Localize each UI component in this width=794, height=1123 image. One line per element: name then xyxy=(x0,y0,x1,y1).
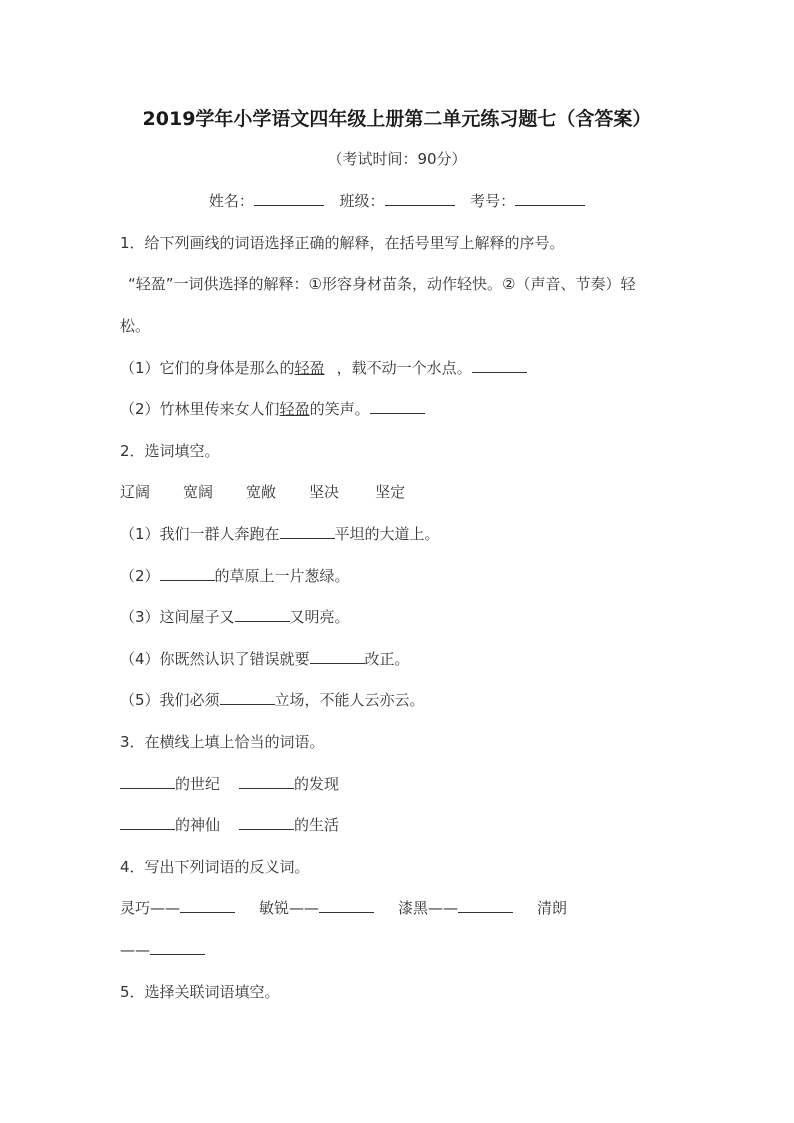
q4-blank-1[interactable] xyxy=(180,898,235,913)
document-title: 2019学年小学语文四年级上册第二单元练习题七（含答案） xyxy=(142,108,652,130)
q2-item4-suffix: 改正。 xyxy=(364,650,410,668)
q2-item5-prefix: （5）我们必须 xyxy=(120,691,220,709)
q1-item2-prefix: （2）竹林里传来女人们 xyxy=(120,400,280,418)
q2-heading: 2．选词填空。 xyxy=(120,442,220,460)
q2-item3-prefix: （3）这间屋子又 xyxy=(120,608,235,626)
name-label: 姓名： xyxy=(208,192,254,210)
q3-heading: 3．在横线上填上恰当的词语。 xyxy=(120,733,325,751)
q1-item2-blank[interactable] xyxy=(370,399,425,414)
number-blank[interactable] xyxy=(515,191,585,206)
q2-item5-blank[interactable] xyxy=(220,690,275,705)
q2-item-4 xyxy=(120,648,680,670)
q4-blank-2[interactable] xyxy=(319,898,374,913)
q4-blank-3[interactable] xyxy=(458,898,513,913)
student-info-row xyxy=(0,190,794,212)
q4-word-2: 敏锐—— xyxy=(259,899,320,917)
q2-word-bank xyxy=(120,481,680,503)
word-bank-item: 坚定 xyxy=(375,483,406,501)
q2-item2-suffix: 的草原上一片葱绿。 xyxy=(214,567,350,585)
q1-item2-suffix: 的笑声。 xyxy=(309,400,370,418)
number-label: 考号： xyxy=(470,192,516,210)
word-bank-item: 宽敞 xyxy=(246,483,277,501)
q3-blank-a[interactable] xyxy=(120,774,175,789)
exam-time: （考试时间：90分） xyxy=(327,150,467,168)
q3-phrase-b: 的发现 xyxy=(294,775,340,793)
word-bank-item: 坚决 xyxy=(309,483,340,501)
word-bank-item: 宽阔 xyxy=(183,483,214,501)
q3-blank-d[interactable] xyxy=(239,815,294,830)
class-blank[interactable] xyxy=(385,191,455,206)
q4-blank-4[interactable] xyxy=(150,940,205,955)
q4-row xyxy=(120,897,680,919)
q1-item1-suffix: ，载不动一个水点。 xyxy=(336,359,472,377)
q2-item-3 xyxy=(120,606,680,628)
q1-item-2 xyxy=(120,398,680,420)
q1-item1-prefix: （1）它们的身体是那么的 xyxy=(120,359,295,377)
q4-word-3: 漆黑—— xyxy=(398,899,459,917)
q4-word-4: 清朗 xyxy=(537,899,568,917)
q3-row-2 xyxy=(120,814,680,836)
q2-item4-prefix: （4）你既然认识了错误就要 xyxy=(120,650,310,668)
q2-item1-prefix: （1）我们一群人奔跑在 xyxy=(120,525,280,543)
q3-blank-c[interactable] xyxy=(120,815,175,830)
q1-intro-line2: 松。 xyxy=(120,317,151,335)
q1-item2-word: 轻盈 xyxy=(279,400,310,418)
q2-item3-suffix: 又明亮。 xyxy=(289,608,350,626)
q1-intro-line1: “轻盈”一词供选择的解释：①形容身材苗条，动作轻快。②（声音、节奏）轻 xyxy=(128,275,636,293)
q3-row-1 xyxy=(120,773,680,795)
q3-phrase-d: 的生活 xyxy=(294,816,340,834)
q1-item-1 xyxy=(120,357,680,379)
q5-heading: 5．选择关联词语填空。 xyxy=(120,983,280,1001)
q2-item3-blank[interactable] xyxy=(235,607,290,622)
q2-item5-suffix: 立场，不能人云亦云。 xyxy=(274,691,425,709)
q2-item-1 xyxy=(120,523,680,545)
name-blank[interactable] xyxy=(254,191,324,206)
q4-heading: 4．写出下列词语的反义词。 xyxy=(120,858,310,876)
q2-item1-blank[interactable] xyxy=(280,524,335,539)
q2-item4-blank[interactable] xyxy=(310,649,365,664)
q1-item1-word: 轻盈 xyxy=(294,359,325,377)
q2-item-5 xyxy=(120,689,680,711)
q1-heading: 1．给下列画线的词语选择正确的解释，在括号里写上解释的序号。 xyxy=(120,234,565,252)
q4-word-1: 灵巧—— xyxy=(120,899,181,917)
q3-phrase-a: 的世纪 xyxy=(175,775,221,793)
q4-row-continued xyxy=(120,939,680,961)
word-bank-item: 辽阔 xyxy=(120,483,151,501)
q2-item1-suffix: 平坦的大道上。 xyxy=(334,525,440,543)
q2-item2-prefix: （2） xyxy=(120,567,160,585)
class-label: 班级： xyxy=(339,192,385,210)
q2-item2-blank[interactable] xyxy=(160,566,215,581)
q2-item-2 xyxy=(120,565,680,587)
q4-word-4-dash: —— xyxy=(120,941,150,959)
q3-blank-b[interactable] xyxy=(239,774,294,789)
q3-phrase-c: 的神仙 xyxy=(175,816,221,834)
q1-item1-blank[interactable] xyxy=(472,358,527,373)
